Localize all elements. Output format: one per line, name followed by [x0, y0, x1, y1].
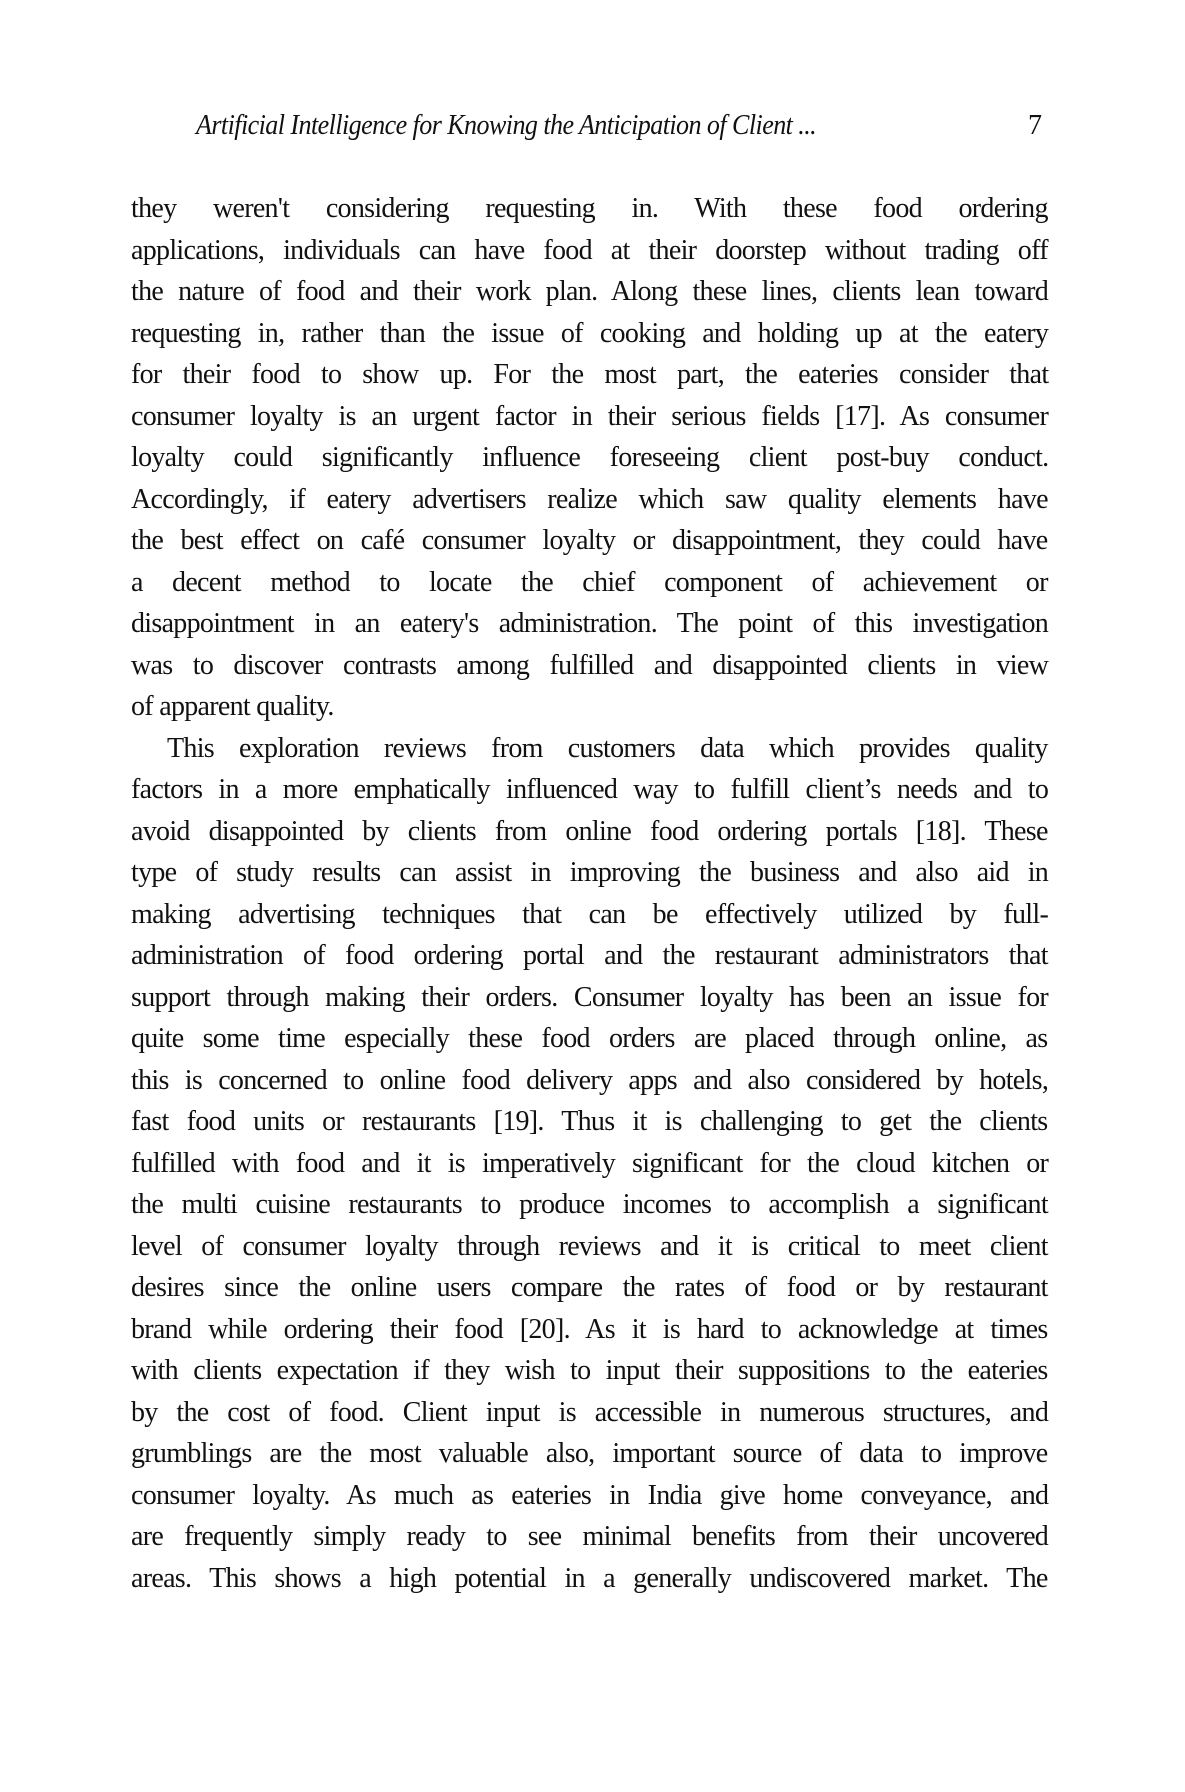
text-line: disappointment in an eatery's administration. The point of this investigation: [131, 608, 1049, 639]
text-line: with clients expectation if they wish to input their suppositions to the eateries: [131, 1355, 1048, 1386]
text-line: the nature of food and their work plan. Along these lines, clients lean toward: [131, 276, 1049, 307]
text-line: are frequently simply ready to see minimal benefits from their uncovered: [131, 1521, 1049, 1552]
text-line: This exploration reviews from customers data which provides quality: [167, 732, 1048, 764]
text-line: type of study results can assist in improving the business and also aid in: [131, 857, 1049, 888]
text-line: factors in a more emphatically influenced way to fulfill client’s needs and to: [131, 774, 1049, 805]
text-line: support through making their orders. Consumer loyalty has been an issue for: [131, 981, 1048, 1013]
text-line: making advertising techniques that can be effectively utilized by full-: [131, 898, 1049, 930]
text-line: for their food to show up. For the most part, the eateries consider that: [131, 359, 1049, 390]
text-line: administration of food ordering portal and the restaurant administrators that: [131, 940, 1048, 971]
text-line: avoid disappointed by clients from online food ordering portals [18]. These: [131, 815, 1048, 847]
paragraph-2: [131, 728, 1048, 1600]
running-header: [196, 108, 985, 144]
page-number: 7: [1028, 110, 1042, 141]
text-line: by the cost of food. Client input is accessible in numerous structures, and: [131, 1396, 1049, 1428]
text-line: applications, individuals can have food at their doorstep without trading off: [131, 234, 1048, 266]
text-line: was to discover contrasts among fulfilled and disappointed clients in view: [131, 649, 1049, 681]
text-line: of apparent quality.: [131, 691, 334, 722]
text-line: the best effect on café consumer loyalty or disappointment, they could have: [131, 525, 1048, 556]
text-line: this is concerned to online food delivery apps and also considered by hotels,: [131, 1064, 1049, 1096]
text-line: Accordingly, if eatery advertisers realize which saw quality elements have: [131, 483, 1048, 515]
text-line: a decent method to locate the chief component of achievement or: [131, 566, 1048, 598]
body-text: [131, 188, 1048, 1599]
text-line: quite some time especially these food orders are placed through online, as: [131, 1023, 1048, 1054]
running-title: Artificial Intelligence for Knowing the Anticipation of Client ...: [196, 110, 817, 141]
text-line: fulfilled with food and it is imperatively significant for the cloud kitchen or: [131, 1147, 1049, 1179]
paragraph-1: [131, 188, 1048, 728]
text-line: fast food units or restaurants [19]. Thus it is challenging to get the clients: [131, 1106, 1048, 1137]
text-line: brand while ordering their food [20]. As it is hard to acknowledge at times: [131, 1313, 1048, 1345]
text-line: consumer loyalty is an urgent factor in their serious fields [17]. As consumer: [131, 400, 1049, 432]
text-line: they weren't considering requesting in. With these food ordering: [131, 193, 1048, 224]
text-line: level of consumer loyalty through reviews and it is critical to meet client: [131, 1230, 1048, 1262]
text-line: requesting in, rather than the issue of cooking and holding up at the eatery: [131, 317, 1049, 349]
text-line: consumer loyalty. As much as eateries in India give home conveyance, and: [131, 1479, 1049, 1511]
text-line: loyalty could significantly influence foreseeing client post-buy conduct.: [131, 442, 1049, 473]
text-line: the multi cuisine restaurants to produce incomes to accomplish a significant: [131, 1189, 1048, 1220]
text-line: desires since the online users compare the rates of food or by restaurant: [131, 1272, 1048, 1303]
text-line: areas. This shows a high potential in a generally undiscovered market. The: [131, 1562, 1048, 1594]
text-line: grumblings are the most valuable also, important source of data to improve: [131, 1438, 1048, 1469]
